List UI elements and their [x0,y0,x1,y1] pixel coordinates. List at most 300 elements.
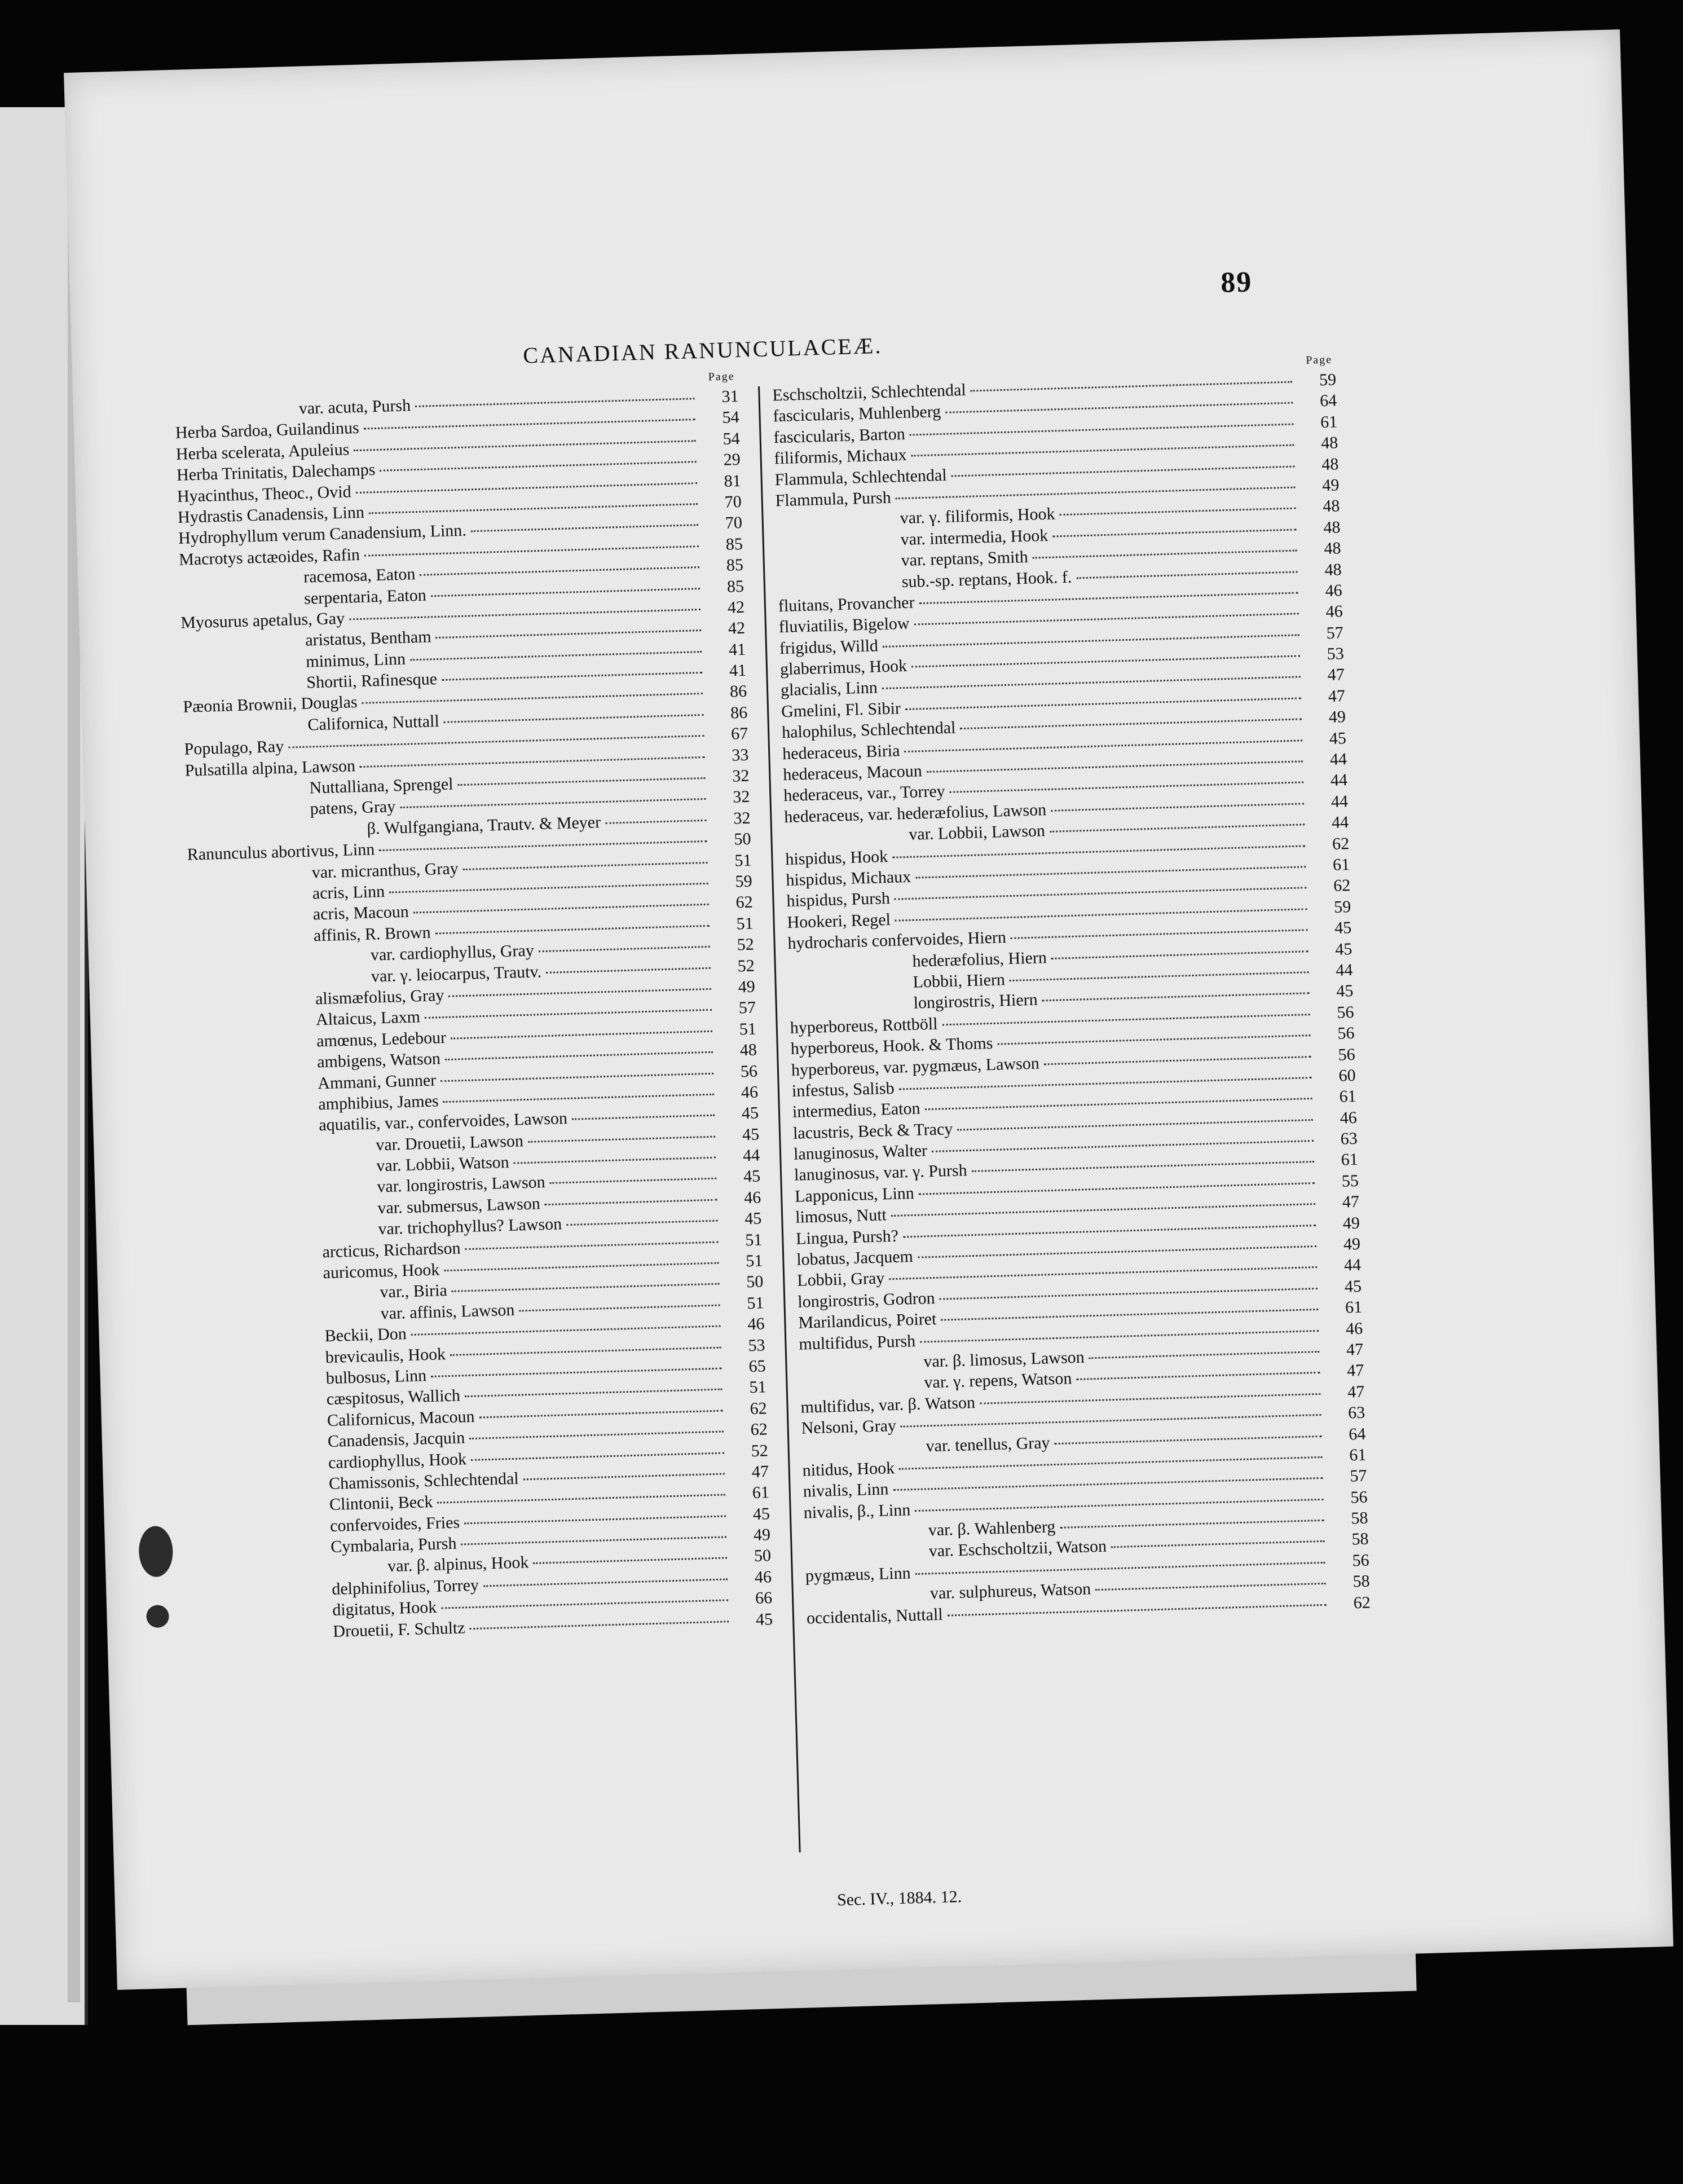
entry-page: 56 [1338,1045,1356,1064]
entry-name: halophilus, Schlechtendal [781,718,956,742]
entry-page: 81 [724,471,742,491]
entry-page: 56 [740,1062,758,1081]
entry-name: var. longirostris, Lawson [376,1173,546,1196]
entry-page: 61 [752,1483,770,1503]
entry-name: hederaceus, Biria [782,741,900,763]
entry-name: Populago, Ray [184,737,284,759]
entry-name: lobatus, Jacquem [796,1247,914,1269]
entry-page: 59 [735,871,753,891]
dot-leader [410,651,702,661]
entry-page: 45 [743,1166,761,1186]
entry-page: 46 [747,1314,765,1334]
entry-name: Herba Sardoa, Guilandinus [175,419,360,443]
entry-page: 53 [1327,644,1345,664]
entry-name: brevicaulis, Hook [325,1344,446,1367]
dot-leader [431,588,700,597]
entry-name: minimus, Linn [305,649,406,671]
entry-name: Californica, Nuttall [307,711,440,734]
dot-leader [605,820,706,824]
entry-name: aquatilis, var., confervoides, Lawson [318,1109,568,1135]
entry-page: 59 [1333,897,1351,917]
dot-leader [914,613,1299,626]
entry-page: 85 [726,576,744,596]
page-column-head: Page [1305,353,1333,367]
entry-name: confervoides, Fries [329,1513,460,1535]
dot-leader [431,1367,722,1377]
index-column-left [174,370,773,1646]
entry-page: 51 [739,1019,757,1039]
dot-leader [463,861,708,870]
dot-leader [918,1245,1316,1258]
dot-leader [911,444,1294,457]
entry-page: 33 [731,745,749,765]
entry-name: hederæfolius, Hiern [912,948,1047,971]
entry-page: 85 [726,556,744,575]
dot-leader [1051,803,1304,812]
dot-leader [445,1051,713,1060]
entry-page: 50 [746,1272,764,1292]
entry-name: var. acuta, Pursh [298,396,411,418]
entry-name: Pulsatilla alpina, Lawson [184,756,356,780]
entry-name: arcticus, Richardson [322,1238,461,1261]
entry-name: hederaceus, Macoun [782,761,923,785]
entry-name: cæspitosus, Wallich [326,1386,461,1409]
entry-page: 48 [1323,518,1341,537]
entry-page: 48 [1324,539,1341,558]
dot-leader [942,1014,1310,1025]
entry-page: 51 [736,914,754,934]
dot-leader [461,1536,726,1545]
entry-name: var. sulphureus, Watson [929,1579,1091,1603]
dot-leader [469,1431,724,1440]
index-column-right [772,353,1371,1630]
dot-leader [354,440,695,451]
entry-page: 49 [1328,707,1346,727]
dot-leader [882,676,1301,690]
dot-leader [411,1326,721,1336]
dot-leader [356,482,697,494]
entry-name: Lingua, Pursh? [795,1226,899,1248]
entry-page: 47 [1346,1361,1364,1380]
entry-name: Cymbalaria, Pursh [330,1534,457,1557]
entry-name: hispidus, Pursh [786,889,891,911]
dot-leader [903,1225,1316,1238]
ink-stain [138,1526,173,1578]
dot-leader [425,1009,712,1019]
entry-page: 48 [1321,454,1339,474]
dot-leader [1011,929,1308,939]
dot-leader [883,634,1299,648]
dot-leader [915,866,1306,878]
entry-name: Nelsoni, Gray [801,1416,897,1438]
dot-leader [440,1072,713,1082]
dot-leader [514,1157,716,1164]
dot-leader [941,1309,1318,1321]
dot-leader [444,1262,719,1272]
dot-leader [927,760,1303,773]
dot-leader [362,693,703,704]
dot-leader [360,756,704,768]
dot-leader [1042,992,1310,1001]
entry-name: multifidus, Pursh [799,1331,916,1354]
entry-name: Hookeri, Regel [787,910,891,932]
entry-page: 45 [752,1504,770,1523]
entry-name: hyperboreus, Rottböll [790,1014,938,1037]
entry-page: 86 [729,682,747,702]
entry-name: bulbosus, Linn [325,1366,427,1388]
dot-leader [457,777,705,786]
entry-name: hispidus, Hook [785,847,888,869]
entry-list-left [174,387,773,1646]
entry-name: var. β. alpinus, Hook [387,1553,529,1576]
page-number: 89 [1220,266,1253,300]
entry-name: var. affinis, Lawson [380,1300,515,1323]
entry-page: 49 [1321,475,1340,495]
entry-name: intermedius, Eaton [792,1099,921,1122]
entry-page: 44 [1343,1256,1362,1275]
entry-name: lacustris, Beck & Tracy [792,1119,953,1143]
dot-leader [951,465,1295,477]
dot-leader [997,1034,1310,1045]
entry-name: hispidus, Michaux [786,867,911,890]
entry-name: hyperboreus, Hook. & Thoms [790,1033,993,1058]
entry-name: longirostris, Hiern [913,990,1038,1013]
entry-name: Flammula, Pursh [775,488,892,510]
entry-page: 49 [738,977,756,997]
dot-leader [1010,971,1309,981]
entry-page: 61 [1345,1297,1363,1317]
entry-page: 46 [741,1082,759,1102]
entry-name: Altaicus, Laxm [315,1007,421,1029]
entry-page: 55 [1341,1171,1359,1191]
dot-leader [483,1578,728,1587]
entry-page: 46 [1325,602,1343,622]
entry-page: 86 [730,703,748,723]
entry-name: filiformis, Michaux [774,445,907,468]
dot-leader [905,697,1301,710]
dot-leader [448,988,711,997]
entry-name: Beckii, Don [324,1324,407,1346]
entry-name: Pæonia Brownii, Douglas [183,693,358,717]
entry-name: Chamissonis, Schlechtendal [328,1469,519,1493]
entry-name: var., Biria [380,1281,448,1302]
dot-leader [892,845,1305,858]
entry-name: Hydrophyllum verum Canadensium, Linn. [178,521,467,548]
entry-name: β. Wulfgangiana, Trautv. & Meyer [367,812,601,838]
dot-leader [437,1494,725,1504]
dot-leader [546,967,711,973]
entry-page: 54 [722,429,741,448]
dot-leader [919,592,1298,604]
dot-leader [465,1241,718,1250]
dot-leader [364,419,695,430]
entry-page: 46 [1345,1319,1363,1338]
running-title: CANADIAN RANUNCULACEÆ. [522,332,883,368]
entry-page: 29 [723,450,741,469]
entry-name: alismæfolius, Gray [315,985,444,1009]
entry-page: 59 [1319,370,1337,390]
dot-leader [1051,950,1308,959]
entry-name: patens, Gray [310,797,396,818]
entry-page: 48 [1322,496,1340,516]
dot-leader [436,629,702,639]
dot-leader [980,1393,1320,1404]
entry-page: 56 [1352,1551,1370,1570]
entry-page: 66 [755,1588,773,1608]
dot-leader [479,1410,722,1418]
entry-name: aristatus, Bentham [305,627,432,650]
entry-page: 41 [729,661,747,680]
entry-page: 46 [1340,1108,1358,1128]
entry-name: fluviatilis, Bigelow [778,614,910,637]
entry-name: hyperboreus, var. pygmæus, Lawson [791,1054,1040,1080]
dot-leader [940,1288,1318,1300]
dot-leader [471,524,698,532]
dot-leader [442,672,702,681]
entry-page: 53 [748,1335,765,1355]
dot-leader [400,798,706,808]
dot-leader [891,1203,1315,1217]
entry-name: glacialis, Linn [780,678,878,700]
entry-name: amphibius, James [318,1091,439,1114]
dot-leader [910,423,1294,435]
entry-name: Gmelini, Fl. Sibir [781,699,901,721]
dot-leader [369,503,698,514]
entry-page: 48 [739,1040,757,1060]
entry-name: hydrocharis confervoides, Hiern [787,928,1007,953]
entry-name: Flammula, Schlechtendal [774,465,947,489]
entry-name: var. Lobbii, Lawson [908,821,1046,844]
entry-page: 70 [724,492,742,512]
entry-name: fascicularis, Barton [773,424,906,447]
entry-name: var. submersus, Lawson [377,1194,541,1218]
entry-name: Myosurus apetalus, Gay [180,609,345,632]
dot-leader [901,1414,1321,1428]
entry-page: 62 [735,893,754,912]
entry-page: 45 [1336,981,1354,1001]
entry-name: serpentaria, Eaton [303,585,427,608]
entry-page: 58 [1351,1508,1368,1528]
dot-leader [919,1182,1315,1195]
entry-page: 61 [1320,412,1338,431]
entry-name: Lobbii, Gray [796,1269,885,1291]
entry-name: Hydrastis Canadensis, Linn [177,503,365,527]
entry-page: 52 [751,1441,769,1460]
dot-leader [1052,529,1296,537]
dot-leader [465,1389,722,1398]
entry-name: var. intermedia, Hook [900,526,1048,549]
entry-page: 44 [742,1146,760,1165]
entry-page: 58 [1352,1571,1371,1591]
entry-page: 45 [755,1609,773,1629]
entry-name: var. β. limosus, Lawson [923,1348,1085,1371]
dot-leader [533,1557,727,1565]
page-column-head: Page [708,370,735,384]
dot-leader [950,782,1303,794]
dot-leader [1044,1056,1311,1065]
entry-name: delphinifolius, Torrey [331,1575,479,1599]
dot-leader [1060,508,1296,516]
entry-page: 49 [1342,1213,1360,1233]
dot-leader [464,1515,726,1524]
entry-name: Marilandicus, Poiret [798,1310,937,1332]
entry-page: 44 [1330,791,1349,811]
dot-leader [444,714,704,723]
entry-page: 62 [750,1399,768,1418]
entry-page: 50 [754,1546,772,1566]
dot-leader [550,1178,717,1184]
dot-leader [915,1499,1323,1512]
entry-name: sub.-sp. reptans, Hook. f. [901,567,1072,591]
entry-name: longirostris, Godron [797,1288,936,1311]
dot-leader [899,1456,1322,1470]
entry-page: 45 [1334,918,1352,938]
entry-name: affinis, R. Brown [313,923,431,945]
entry-name: var. micranthus, Gray [311,858,459,882]
dot-leader [945,402,1293,413]
dot-leader [896,486,1296,499]
entry-name: Hyacinthus, Theoc., Ovid [177,482,352,506]
entry-name: digitatus, Hook [332,1598,437,1620]
dot-leader [972,1161,1314,1173]
dot-leader [932,1140,1314,1152]
entry-page: 49 [1343,1234,1361,1254]
entry-name: Californicus, Macoun [327,1407,475,1430]
dot-leader [1054,1435,1321,1444]
entry-name: glaberrimus, Hook [779,656,907,679]
entry-page: 70 [725,513,743,533]
dot-leader [413,904,709,914]
entry-name: lanuginosus, var. γ. Pursh [794,1161,968,1185]
entry-page: 45 [742,1125,760,1144]
entry-page: 47 [1328,686,1346,706]
dot-leader [389,883,708,893]
entry-page: 42 [727,597,745,617]
entry-page: 56 [1337,1002,1354,1022]
entry-page: 63 [1340,1129,1358,1148]
dot-leader [380,461,696,472]
entry-name: limosus, Nutt [795,1205,887,1227]
entry-page: 47 [1327,665,1345,685]
entry-name: Shortii, Rafinesque [306,670,438,692]
dot-leader [539,946,710,952]
entry-page: 61 [1341,1150,1359,1170]
dot-leader [288,735,704,748]
entry-name: var. β. Wahlenberg [928,1517,1056,1540]
dot-leader [915,1562,1325,1575]
dot-leader [523,1473,725,1480]
entry-page: 44 [1330,770,1348,790]
dot-leader [1033,550,1297,559]
dot-leader [415,398,695,407]
dot-leader [1089,1351,1320,1359]
dot-leader [519,1304,720,1311]
entry-page: 48 [1320,433,1338,453]
entry-name: auricomus, Hook [323,1260,440,1283]
dot-leader [911,655,1300,667]
entry-name: Lapponicus, Linn [794,1183,915,1206]
entry-name: pygmæus, Linn [805,1564,911,1586]
entry-page: 46 [1325,581,1343,601]
entry-name: var. γ. repens, Watson [924,1369,1072,1392]
entry-name: Nuttalliana, Sprengel [309,774,453,798]
dot-leader [420,566,699,576]
entry-name: var. reptans, Smith [901,547,1029,570]
dot-leader [889,1266,1317,1280]
entry-page: 45 [741,1103,759,1123]
dot-leader [528,1135,715,1142]
entry-name: var. cardiophyllus, Gray [370,941,535,965]
entry-page: 51 [744,1230,763,1249]
entry-page: 65 [748,1357,766,1376]
dot-leader [451,1030,712,1039]
dot-leader [1095,1583,1326,1591]
entry-name: acris, Linn [312,882,385,903]
dot-leader [545,1199,717,1205]
entry-page: 52 [737,935,755,954]
entry-name: Herba scelerata, Apuleius [175,440,350,464]
entry-page: 32 [732,766,750,786]
entry-name: multifidus, var. β. Watson [800,1393,976,1417]
entry-page: 57 [1349,1466,1367,1486]
entry-page: 64 [1319,391,1337,411]
entry-page: 62 [1333,876,1351,896]
entry-name: occidentalis, Nuttall [806,1605,944,1628]
dot-leader [471,1452,724,1461]
entry-page: 56 [1350,1487,1368,1507]
entry-page: 47 [1347,1382,1365,1402]
entry-name: Macrotys actæoides, Rafin [178,545,360,569]
entry-page: 45 [1329,728,1347,748]
dot-leader [971,381,1293,392]
entry-page: 62 [1353,1593,1371,1613]
ink-stain [146,1605,169,1628]
entry-name: fluitans, Provancher [778,593,915,616]
dot-leader [925,1098,1312,1110]
dot-leader [566,1220,717,1226]
entry-name: amœnus, Ledebour [316,1028,447,1051]
entry-name: Lobbii, Hiern [913,970,1006,992]
entry-page: 62 [750,1420,768,1439]
entry-name: var. Lobbii, Watson [376,1152,510,1175]
dot-leader [904,739,1302,752]
entry-page: 51 [749,1377,767,1397]
entry-name: var. γ. filiformis, Hook [900,504,1055,528]
entry-name: Ammani, Gunner [317,1070,437,1093]
entry-page: 85 [725,534,743,554]
entry-page: 45 [1334,939,1352,959]
dot-leader [948,1604,1327,1616]
entry-page: 51 [745,1251,763,1271]
dot-leader [379,840,707,851]
dot-leader [435,925,710,935]
dot-leader [895,908,1307,921]
entry-page: 60 [1338,1065,1356,1085]
entry-page: 31 [721,387,739,406]
entry-name: var. Eschscholtzii, Watson [928,1537,1107,1561]
dot-leader [895,887,1306,900]
entry-page: 44 [1331,813,1349,833]
entry-name: Herba Trinitatis, Dalechamps [176,460,376,485]
entry-name: Drouetii, F. Schultz [332,1618,466,1641]
entry-page: 47 [751,1462,769,1482]
entry-name: racemosa, Eaton [303,565,416,587]
entry-name: acris, Macoun [312,902,409,924]
entry-name: frigidus, Willd [779,636,879,658]
entry-list-right [772,370,1371,1630]
signature-footer: Sec. IV., 1884. 12. [836,1887,962,1910]
entry-page: 50 [734,829,751,849]
